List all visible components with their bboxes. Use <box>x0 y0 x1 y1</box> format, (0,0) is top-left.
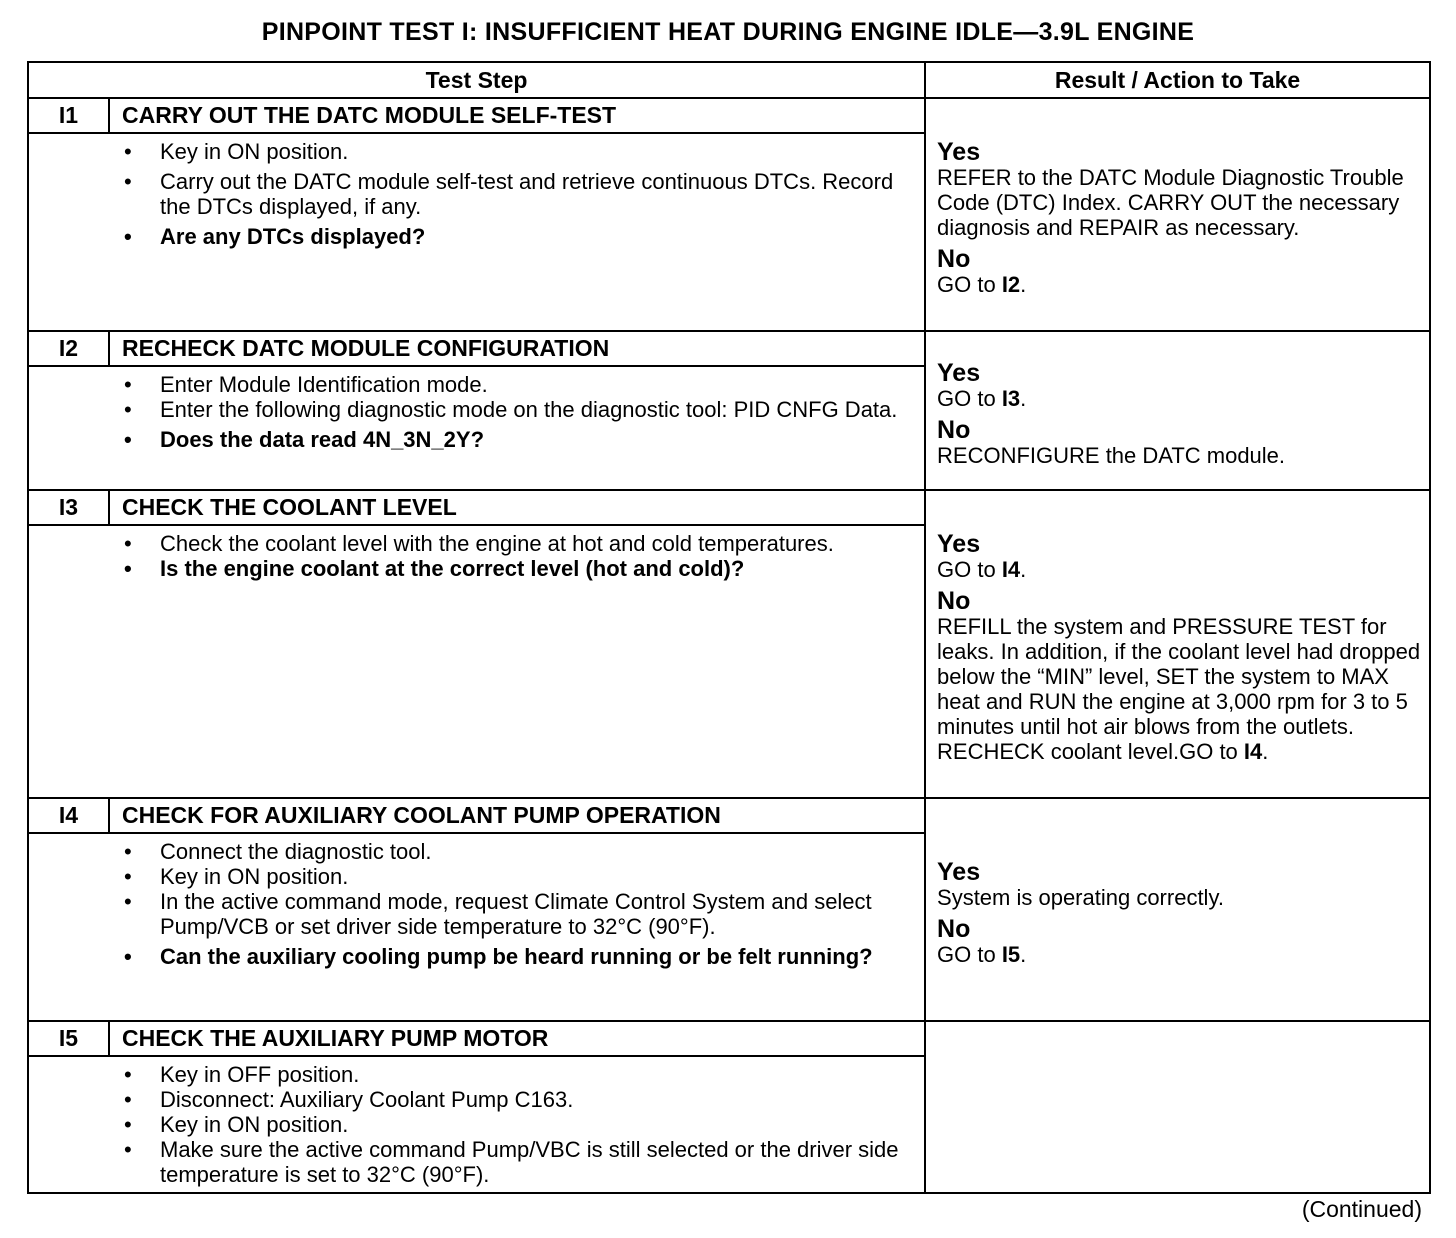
step-row-i1 <box>28 98 1430 133</box>
yes-label: Yes <box>937 137 981 166</box>
step-id: I3 <box>28 490 109 525</box>
list-item: • Connect the diagnostic tool. <box>124 839 432 864</box>
yes-label: Yes <box>937 857 981 886</box>
list-item: • Key in OFF position. <box>124 1062 360 1087</box>
no-label: No <box>937 415 971 444</box>
no-action: GO to I2. <box>937 271 1027 297</box>
no-action: RECONFIGURE the DATC module. <box>937 442 1286 468</box>
yes-action: System is operating correctly. <box>937 884 1224 910</box>
pinpoint-test-table <box>27 61 1431 1194</box>
step-reference: I3 <box>1001 385 1021 411</box>
result-cell <box>925 490 1430 798</box>
list-item-question: • Is the engine coolant at the correct level (hot and cold)? <box>124 556 745 581</box>
step-title: CARRY OUT THE DATC MODULE SELF-TEST <box>109 98 925 133</box>
step-title: CHECK FOR AUXILIARY COOLANT PUMP OPERATION <box>109 798 925 833</box>
no-label: No <box>937 244 971 273</box>
list-item: • Key in ON position. <box>124 1112 349 1137</box>
no-action: GO to I5. <box>937 941 1027 967</box>
header-row <box>28 62 1430 98</box>
step-title: CHECK THE COOLANT LEVEL <box>109 490 925 525</box>
step-reference: I2 <box>1001 271 1021 297</box>
list-item: • Carry out the DATC module self-test and retrieve continuous DTCs. Record the DTCs displayed, if any. <box>124 169 894 219</box>
yes-action: GO to I4. <box>937 556 1027 582</box>
step-row-i2 <box>28 331 1430 366</box>
step-reference: I5 <box>1001 941 1021 967</box>
step-row-i5 <box>28 1021 1430 1056</box>
yes-action: REFER to the DATC Module Diagnostic Trouble Code (DTC) Index. CARRY OUT the necessary diagnosis and REPAIR as necessary. <box>937 164 1404 240</box>
step-row-i3 <box>28 490 1430 525</box>
step-id: I2 <box>28 331 109 366</box>
result-cell <box>925 1021 1430 1193</box>
no-label: No <box>937 586 971 615</box>
result-cell <box>925 331 1430 490</box>
step-title: RECHECK DATC MODULE CONFIGURATION <box>109 331 925 366</box>
header-test-step: Test Step <box>28 62 925 98</box>
page-title: PINPOINT TEST I: INSUFFICIENT HEAT DURING ENGINE IDLE—3.9L ENGINE <box>261 18 1195 46</box>
step-row-i4 <box>28 798 1430 833</box>
step-reference: I4 <box>1243 738 1263 764</box>
step-title: CHECK THE AUXILIARY PUMP MOTOR <box>109 1021 925 1056</box>
step-body <box>28 366 925 490</box>
result-cell <box>925 798 1430 1021</box>
list-item: • Disconnect: Auxiliary Coolant Pump C163. <box>124 1087 574 1112</box>
list-item: • Check the coolant level with the engine at hot and cold temperatures. <box>124 531 834 556</box>
step-id: I4 <box>28 798 109 833</box>
yes-action: GO to I3. <box>937 385 1027 411</box>
list-item: • In the active command mode, request Climate Control System and select Pump/VCB or set driver side temperature to 32°C (90°F). <box>124 889 872 939</box>
list-item: • Key in ON position. <box>124 864 349 889</box>
list-item-question: • Does the data read 4N_3N_2Y? <box>124 427 485 452</box>
list-item: • Make sure the active command Pump/VBC is still selected or the driver side temperature is set to 32°C (90°F). <box>124 1137 899 1187</box>
result-cell <box>925 98 1430 331</box>
header-result: Result / Action to Take <box>925 62 1430 98</box>
continued-note: (Continued) <box>1301 1196 1422 1222</box>
list-item: • Enter the following diagnostic mode on the diagnostic tool: PID CNFG Data. <box>124 397 898 422</box>
step-body <box>28 133 925 331</box>
step-body <box>28 833 925 1021</box>
list-item-question: • Are any DTCs displayed? <box>124 224 426 249</box>
step-id: I1 <box>28 98 109 133</box>
step-reference: I4 <box>1001 556 1021 582</box>
list-item-question: • Can the auxiliary cooling pump be heard running or be felt running? <box>124 944 873 969</box>
no-action: REFILL the system and PRESSURE TEST for leaks. In addition, if the coolant level had dropped below the “MIN” level, SET the system to MAX heat and RUN the engine at 3,000 rpm for 3 to 5 minutes until hot air blows from the outlets. RECHECK coolant level.GO to I4. <box>937 613 1421 764</box>
yes-label: Yes <box>937 529 981 558</box>
step-body <box>28 525 925 798</box>
list-item: • Enter Module Identification mode. <box>124 372 488 397</box>
list-item: • Key in ON position. <box>124 139 349 164</box>
step-id: I5 <box>28 1021 109 1056</box>
yes-label: Yes <box>937 358 981 387</box>
step-body <box>28 1056 925 1193</box>
no-label: No <box>937 914 971 943</box>
